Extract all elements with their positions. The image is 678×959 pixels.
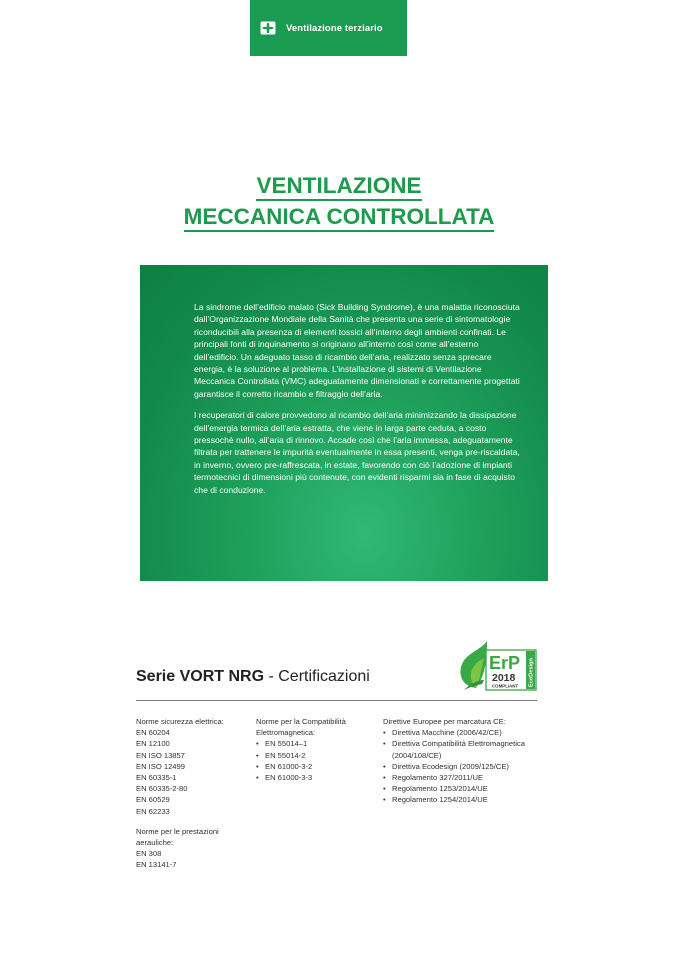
aeraulic-norms-label: Norme per le prestazioni aerauliche: [136,826,219,848]
title-line-1: VENTILAZIONE [256,173,421,201]
list-item: • Direttiva Macchine (2006/42/CE) [383,727,543,738]
certifications-title-rest: - Certificazioni [264,668,370,685]
certifications-title [136,668,370,686]
certifications-divider [136,700,537,701]
erp-badge [454,640,538,694]
emc-norms-list [256,738,366,783]
list-item: • Regolamento 327/2011/UE [383,772,543,783]
ce-directives-list [383,727,543,805]
safety-norms-list [136,727,246,817]
fan-icon [260,21,276,35]
erp-badge-ecodesign: EcoDesign [528,658,535,687]
safety-norms-column [136,716,246,871]
erp-badge-year: 2018 [492,672,516,684]
list-item: • EN 61000-3-3 [256,772,366,783]
list-item: • Regolamento 1254/2014/UE [383,794,543,805]
list-item: EN 60335-2-80 [136,784,188,794]
list-item: EN 13141-7 [136,860,177,870]
emc-norms-label: Norme per la Compatibilità Elettromagnetica: [256,717,346,738]
ce-directives-label: Direttive Europee per marcatura CE: [383,717,506,726]
list-item: EN 12100 [136,739,170,749]
intro-text [194,301,524,505]
page-title [0,170,678,232]
list-item: • EN 55014-2 [256,750,366,761]
erp-badge-text: ErP [489,653,521,673]
list-item: • Direttiva Ecodesign (2009/125/CE) [383,761,543,772]
erp-badge-compliant: COMPLIANT [492,683,519,689]
list-item: EN ISO 13857 [136,750,185,760]
section-tab [250,0,407,56]
list-item: EN 308 [136,849,162,859]
aeraulic-norms-list [136,848,246,870]
title-line-2: MECCANICA CONTROLLATA [184,204,495,232]
list-item: EN 60335-1 [136,773,177,783]
intro-box [140,265,548,581]
certifications-title-bold: Serie VORT NRG [136,668,265,685]
intro-paragraph-2: I recuperatori di calore provvedono al ricambio dell’aria minimizzando la dissipazione dell’energia termica dell’aria estratta, che viene in larga parte ceduta, a costo pressochè nullo, all’aria di rinnovo. Accade così che l’aria immessa, adeguatamente filtrata per trattenere le impurità eventualmente in essa presenti, venga pre-riscaldata, in inverno, ovvero pre-raffrescata, in estate, favorendo con ciò l’adozione di impianti termotecnici di dimensioni più contenute, con evidenti risparmi sia in fase di acquisto che di conduzione. [194,410,520,495]
list-item: EN 60529 [136,795,170,805]
list-item: • EN 61000-3-2 [256,761,366,772]
list-item: • Direttiva Compatibilità Elettromagnetica (2004/108/CE) [383,738,543,760]
list-item: • Regolamento 1253/2014/UE [383,783,543,794]
list-item: EN 60204 [136,728,170,738]
emc-norms-column [256,716,366,783]
list-item: • EN 55014–1 [256,738,366,749]
ce-directives-column [383,716,543,806]
list-item: EN ISO 12499 [136,761,185,771]
tab-label: Ventilazione terziario [286,22,383,34]
intro-paragraph-1: La sindrome dell’edificio malato (Sick Building Syndrome), è una malattia riconosciuta dall’Organizzazione Mondiale della Sanità che presenta una serie di sintomatologie riconducibili alla presenza di elementi tossici all’interno degli ambienti confinati. Le principali fonti di inquinamento si originano all’interno così come all’esterno dell’edificio. Un adeguato tasso di ricambio dell’aria, realizzato senza sprecare energia, è la soluzione al problema. L’installazione di sistemi di Ventilazione Meccanica Controllata (VMC) adeguatamente dimensionati e correttamente progettati garantisce il corretto ricambio e filtraggio dell’aria. [194,302,520,399]
safety-norms-label: Norme sicurezza elettrica: [136,717,224,726]
list-item: EN 62233 [136,806,170,816]
